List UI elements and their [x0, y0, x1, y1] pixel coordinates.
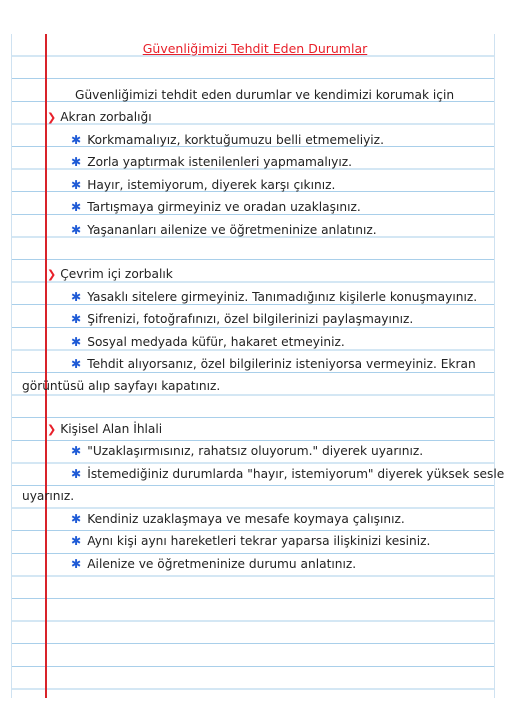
- asterisk-icon: ✱: [71, 178, 82, 192]
- section-heading-cevrim-ici: [47, 266, 173, 283]
- list-item-text: Aynı kişi aynı hareketleri tekrar yaparsa ilişkinizi kesiniz.: [87, 534, 431, 548]
- list-item: [71, 132, 384, 148]
- list-item-text: Yasaklı sitelere girmeyiniz. Tanımadığınız kişilerle konuşmayınız.: [87, 290, 478, 304]
- asterisk-icon: ✱: [71, 133, 82, 147]
- list-item-text: Tehdit alıyorsanız, özel bilgileriniz isteniyorsa vermeyiniz. Ekran: [87, 357, 476, 371]
- list-item-text: Tartışmaya girmeyiniz ve oradan uzaklaşınız.: [87, 200, 361, 214]
- asterisk-icon: ✱: [71, 534, 82, 548]
- page-title: Güvenliğimizi Tehdit Eden Durumlar: [142, 41, 368, 56]
- list-item: [71, 311, 413, 327]
- list-item-text: Hayır, istemiyorum, diyerek karşı çıkınız.: [87, 178, 336, 192]
- asterisk-icon: ✱: [71, 467, 82, 481]
- list-item: [71, 222, 377, 238]
- list-item: [71, 466, 504, 482]
- margin-line: [45, 34, 47, 698]
- asterisk-icon: ✱: [71, 557, 82, 571]
- asterisk-icon: ✱: [71, 290, 82, 304]
- list-item-text: Zorla yaptırmak istenilenleri yapmamalıyız.: [87, 155, 353, 169]
- asterisk-icon: ✱: [71, 155, 82, 169]
- list-item: [71, 154, 352, 170]
- asterisk-icon: ✱: [71, 444, 82, 458]
- list-item: [71, 289, 477, 305]
- list-item: [71, 334, 345, 350]
- chevron-right-icon: ❯: [47, 268, 57, 281]
- section-heading-label: Kişisel Alan İhlali: [60, 422, 163, 436]
- section-heading-kisisel-alan: [47, 421, 162, 438]
- list-item-text: Sosyal medyada küfür, hakaret etmeyiniz.: [87, 335, 345, 349]
- section-heading-label: Akran zorbalığı: [60, 110, 152, 124]
- list-item: [71, 443, 423, 459]
- asterisk-icon: ✱: [71, 512, 82, 526]
- list-item: [71, 556, 356, 572]
- asterisk-icon: ✱: [71, 200, 82, 214]
- list-item: [71, 356, 476, 372]
- list-item-text: Ailenize ve öğretmeninize durumu anlatınız.: [87, 557, 357, 571]
- asterisk-icon: ✱: [71, 312, 82, 326]
- list-item-text: "Uzaklaşırmısınız, rahatsız oluyorum." diyerek uyarınız.: [87, 444, 424, 458]
- list-item: [71, 511, 405, 527]
- asterisk-icon: ✱: [71, 223, 82, 237]
- list-item-text: İstemediğiniz durumlarda "hayır, istemiyorum" diyerek yüksek sesle: [87, 467, 505, 481]
- list-item-continuation: görüntüsü alıp sayfayı kapatınız.: [22, 379, 221, 393]
- intro-text: Güvenliğimizi tehdit eden durumlar ve kendimizi korumak için: [75, 88, 455, 102]
- chevron-right-icon: ❯: [47, 423, 57, 436]
- asterisk-icon: ✱: [71, 335, 82, 349]
- list-item-text: Şifrenizi, fotoğrafınızı, özel bilgilerinizi paylaşmayınız.: [87, 312, 414, 326]
- list-item: [71, 533, 430, 549]
- list-item-text: Yaşananları ailenize ve öğretmeninize anlatınız.: [87, 223, 377, 237]
- section-heading-label: Çevrim içi zorbalık: [60, 267, 173, 281]
- chevron-right-icon: ❯: [47, 111, 57, 124]
- section-heading-akran: [47, 109, 152, 126]
- asterisk-icon: ✱: [71, 357, 82, 371]
- list-item: [71, 199, 361, 215]
- list-item: [71, 177, 335, 193]
- list-item-text: Kendiniz uzaklaşmaya ve mesafe koymaya çalışınız.: [87, 512, 405, 526]
- list-item-continuation: uyarınız.: [22, 489, 75, 503]
- list-item-text: Korkmamalıyız, korktuğumuzu belli etmemeliyiz.: [87, 133, 384, 147]
